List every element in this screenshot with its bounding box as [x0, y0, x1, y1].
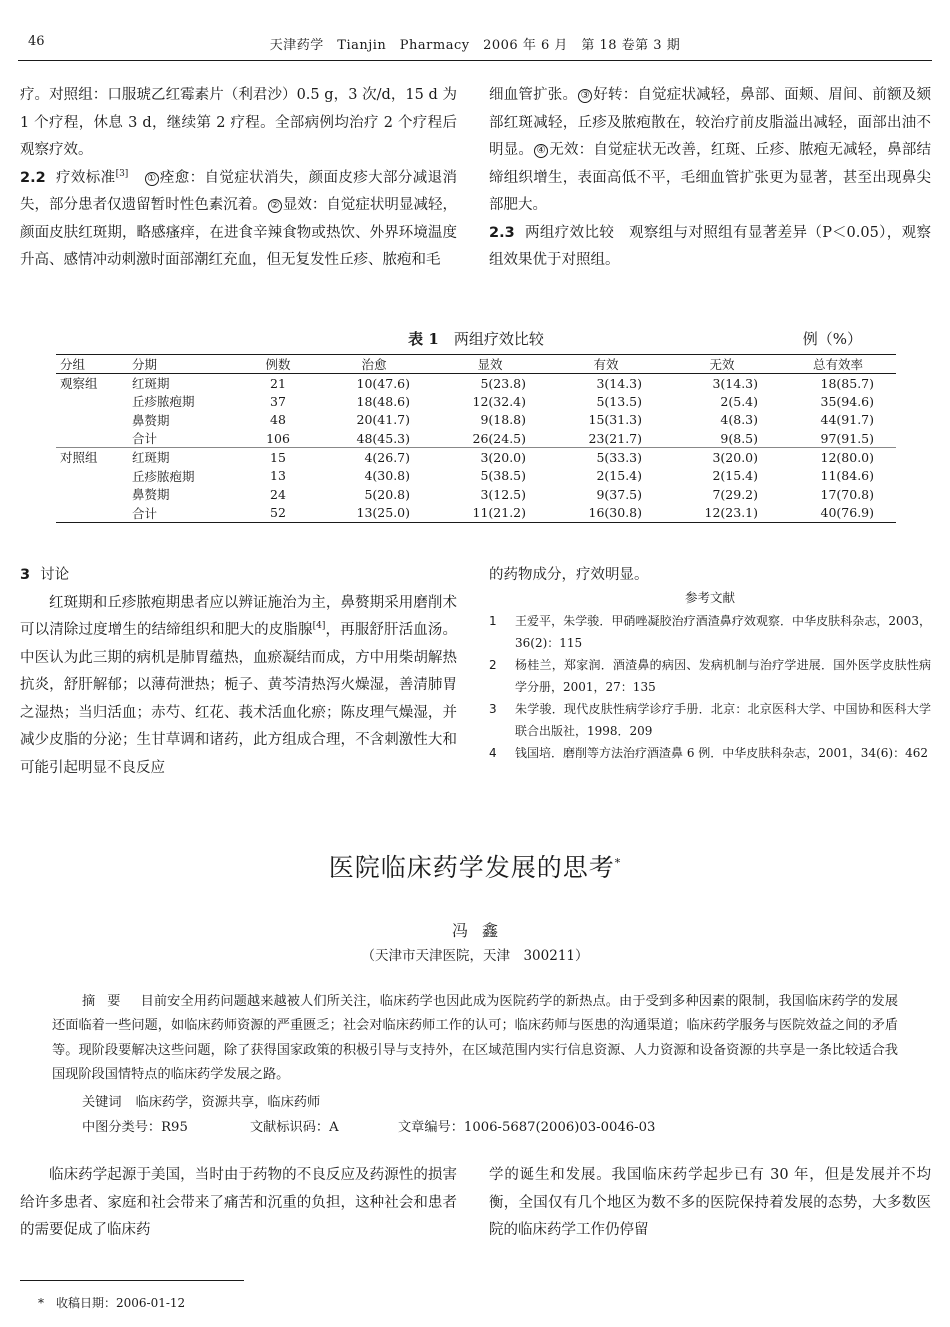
table-cell: 12(23.1)	[704, 505, 758, 521]
table-cell: 2(15.4)	[712, 468, 758, 484]
discussion-heading	[20, 562, 457, 590]
table-cell: 鼻赘期	[132, 412, 170, 428]
reference-item	[489, 742, 931, 764]
running-head: 天津药学 Tianjin Pharmacy 2006 年 6 月 第 18 卷第 3 期	[269, 38, 681, 53]
table-cell: 3(20.0)	[712, 449, 758, 465]
table-cell: 5(23.8)	[480, 375, 526, 391]
table-cell: 3(14.3)	[596, 375, 642, 391]
article-title-text: 医院临床药学发展的思考	[328, 853, 615, 882]
table-cell: 23(21.7)	[548, 429, 664, 448]
table-caption	[20, 328, 932, 352]
table-cell: 21	[270, 375, 286, 391]
received-date: 收稿日期：2006-01-12	[56, 1296, 186, 1310]
table-cell: 48(45.3)	[316, 429, 432, 448]
circled-number: ④	[534, 144, 548, 158]
table-cell: 12(80.0)	[820, 449, 874, 465]
article-body-right: 学的诞生和发展。我国临床药学起步已有 30 年，但是发展并不均衡，全国仅有几个地区为数不多的医院保持着发展的态势，大多数医院的临床药学工作仍停留	[489, 1167, 931, 1238]
table-cell: 15	[270, 449, 286, 465]
treatment-paragraph: 疗。对照组：口服琥乙红霉素片（利君沙）0.5 g，3 次/d，15 d 为 1 个疗程，休息 3 d，继续第 2 疗程。全部病例均治疗 2 个疗程后观察疗效。	[20, 87, 457, 158]
section-title: 讨论	[40, 567, 70, 583]
abstract-label: 摘要	[82, 994, 133, 1009]
discussion-paragraph	[20, 590, 457, 783]
table-row	[56, 448, 896, 467]
reference-number: 3	[489, 702, 497, 716]
table-cell	[56, 411, 128, 430]
table-cell: 对照组	[60, 450, 98, 466]
table-row	[56, 411, 896, 430]
table-cell: 2(5.4)	[720, 393, 758, 409]
table-cell: 35(94.6)	[820, 393, 874, 409]
reference-number: 1	[489, 614, 497, 628]
table-unit: 例（%）	[802, 330, 862, 348]
table-cell: 红斑期	[132, 376, 170, 392]
table-caption-main	[20, 328, 932, 349]
abstract-text: 目前安全用药问题越来越被人们所关注，临床药学也因此成为医院药学的新热点。由于受到多种因素的限制，我国临床药学的发展还面临着一些问题，如临床药师资源的严重匮乏；社会对临床药师工作的认可；临床药师与医患的沟通渠道；临床药学服务与医院效益之间的矛盾等。现阶段要解决这些问题，除了获得国家政策的积极引导与支持外，在区域范围内实行信息资源、人力资源和设备资源的共享是一条比较适合我国现阶段国情特点的临床药学发展之路。	[52, 994, 899, 1083]
discussion-section	[20, 562, 457, 782]
references-list	[489, 610, 931, 764]
section-number: 3	[20, 567, 31, 583]
table-cell: 40(76.9)	[820, 505, 874, 521]
table-cell: 丘疹脓疱期	[132, 468, 195, 484]
table-cell: 17(70.8)	[820, 486, 874, 502]
table-cell: 18(85.7)	[820, 375, 874, 391]
abstract	[52, 990, 898, 1088]
table-cell: 97(91.5)	[780, 429, 896, 448]
table-cell: 24	[270, 486, 286, 502]
page-number: 46	[28, 34, 45, 49]
footnote-mark: *	[38, 1296, 44, 1310]
table-cell: 3(14.3)	[712, 375, 758, 391]
reference-text: 王爱平，朱学骏．甲硝唑凝胶治疗酒渣鼻疗效观察．中华皮肤科杂志，2003，36(2)：115	[515, 614, 931, 650]
keywords-text: 临床药学，资源共享，临床药师	[135, 1095, 321, 1110]
table-body	[56, 374, 896, 523]
criteria-cure: 痊愈：自觉症状消失，颜面皮疹大部分减退消失，部分患者仅遗留暂时性色素沉着。	[20, 169, 458, 213]
section-2-3	[489, 220, 931, 275]
table-cell: 52	[270, 505, 286, 521]
table-cell: 106	[240, 429, 316, 448]
circled-number: ②	[268, 199, 282, 213]
table-row	[56, 429, 896, 448]
table-cell: 红斑期	[132, 450, 170, 466]
table-row	[56, 466, 896, 485]
table-cell: 9(8.5)	[664, 429, 780, 448]
reference-text: 杨桂兰，郑家润．酒渣鼻的病因、发病机制与治疗学进展．国外医学皮肤性病学分册，2001，27：135	[515, 658, 931, 694]
table-cell: 13	[270, 468, 286, 484]
table-cell: 3(20.0)	[480, 449, 526, 465]
table-cell: 观察组	[60, 376, 98, 392]
table-cell: 丘疹脓疱期	[132, 394, 195, 410]
article-author: 冯鑫	[451, 921, 512, 940]
criteria-none: 无效：自觉症状无改善，红斑、丘疹、脓疱无减轻，鼻部结缔组织增生，表面高低不平，毛细血管扩张更为显著，甚至出现鼻尖部肥大。	[489, 142, 932, 213]
table-cell: 48	[270, 412, 286, 428]
table-cell	[56, 429, 128, 448]
table-cell	[56, 485, 128, 504]
table-cell: 16(30.8)	[588, 505, 642, 521]
discussion-text: 红斑期和丘疹脓疱期患者应以辨证施治为主，鼻赘期采用磨削术可以清除过度增生的结缔组织和肥大的皮脂腺	[20, 594, 457, 638]
table-cell: 3(12.5)	[480, 486, 526, 502]
keywords-label: 关键词	[82, 1095, 122, 1110]
discussion-tail: 的药物成分，疗效明显。	[489, 567, 649, 583]
table-cell: 5(13.5)	[596, 393, 642, 409]
table-row	[56, 392, 896, 411]
table-cell: 5(33.3)	[596, 449, 642, 465]
header-cell: 有效	[593, 357, 619, 372]
section-2-2	[20, 165, 457, 275]
citation: [4]	[312, 621, 326, 632]
table-cell: 9(18.8)	[480, 412, 526, 428]
section-number: 2.2	[20, 169, 46, 186]
table-cell: 5(20.8)	[364, 486, 410, 502]
reference-number: 2	[489, 658, 497, 672]
right-column-top	[489, 82, 931, 275]
table-row	[56, 374, 896, 393]
reference-text: 钱国培．磨削等方法治疗酒渣鼻 6 例．中华皮肤科杂志，2001，34(6)：462	[515, 746, 928, 760]
reference-item	[489, 654, 931, 698]
header-cell: 例数	[265, 357, 291, 372]
table-row	[56, 504, 896, 523]
table-cell: 26(24.5)	[432, 429, 548, 448]
circled-number: ③	[578, 89, 592, 103]
table-cell: 11(21.2)	[472, 505, 526, 521]
table-header-row	[56, 355, 896, 374]
article-affiliation: （天津市天津医院，天津 300211）	[361, 948, 589, 964]
header-cell: 显效	[477, 357, 503, 372]
table-cell: 18(48.6)	[356, 393, 410, 409]
header-rule	[18, 60, 932, 61]
clc-number: 中图分类号：R95	[82, 1120, 188, 1135]
header-cell: 总有效率	[812, 357, 863, 372]
table-cell: 11(84.6)	[820, 468, 874, 484]
criteria-better: 好转：自觉症状减轻，鼻部、面颊、眉间、前额及颏部红斑减轻，丘疹及脓疱散在，较治疗前皮脂溢出减轻，面部出油不明显。	[489, 87, 932, 158]
section-number: 2.3	[489, 224, 515, 241]
header-cell: 治愈	[361, 357, 387, 372]
table-cell: 2(15.4)	[596, 468, 642, 484]
efficacy-table	[56, 354, 896, 523]
article-number: 文章编号：1006-5687(2006)03-0046-03	[398, 1120, 656, 1135]
footnote-mark: *	[614, 856, 622, 870]
table-row	[56, 485, 896, 504]
header-cell: 分组	[60, 357, 86, 372]
table-cell: 12(32.4)	[472, 393, 526, 409]
header-cell: 无效	[709, 357, 735, 372]
table-cell: 9(37.5)	[596, 486, 642, 502]
reference-number: 4	[489, 746, 497, 760]
table-title: 两组疗效比较	[453, 330, 544, 348]
table-cell: 4(8.3)	[720, 412, 758, 428]
table-cell: 37	[270, 393, 286, 409]
left-column-top	[20, 82, 457, 275]
references-title: 参考文献	[684, 590, 735, 605]
table-cell: 15(31.3)	[588, 412, 642, 428]
table-cell: 13(25.0)	[356, 505, 410, 521]
table-label: 表 1	[408, 330, 439, 348]
reference-item	[489, 610, 931, 654]
section-text: 两组疗效比较 观察组与对照组有显著差异（P＜0.05），观察组效果优于对照组。	[489, 224, 931, 268]
table-cell: 鼻赘期	[132, 487, 170, 503]
section-title: 疗效标准	[55, 169, 116, 186]
criteria-marked: 显效：自觉症状明显减轻，颜面皮肤红斑期，略感瘙痒，在进食辛辣食物或热饮、外界环境温度升高、感情冲动刺激时面部潮红充血，但无复发性丘疹、脓疱和毛	[20, 197, 458, 268]
table-cell	[56, 392, 128, 411]
table-cell	[56, 466, 128, 485]
table-cell: 7(29.2)	[712, 486, 758, 502]
table-cell: 合计	[128, 429, 240, 448]
criteria-tail: 细血管扩张。	[489, 87, 578, 103]
table-cell	[56, 504, 128, 523]
table-cell: 20(41.7)	[356, 412, 410, 428]
reference-item	[489, 698, 931, 742]
table-cell: 44(91.7)	[820, 412, 874, 428]
article-body-left: 临床药学起源于美国，当时由于药物的不良反应及药源性的损害给许多患者、家庭和社会带来了痛苦和沉重的负担，这种社会和患者的需要促成了临床药	[20, 1167, 457, 1238]
footnote	[38, 1294, 185, 1311]
article-title	[0, 848, 950, 884]
discussion-text: ，再服舒肝活血汤。中医认为此三期的病机是肺胃蕴热，血瘀凝结而成，方中用柴胡解热抗炎，舒肝解郁；以薄荷泄热；栀子、黄芩清热泻火燥湿，善清肺胃之湿热；当归活血；赤芍、红花、莪术活血化瘀；陈皮理气燥湿，并减少皮脂的分泌；生甘草调和诸药，此方组成合理，不含刺激性大和可能引起明显不良反应	[20, 622, 458, 776]
circled-number: ①	[145, 172, 159, 186]
table-cell: 5(38.5)	[480, 468, 526, 484]
table-cell: 4(30.8)	[364, 468, 410, 484]
header-cell: 分期	[132, 357, 158, 372]
table-cell: 合计	[132, 505, 158, 521]
citation: [3]	[115, 168, 129, 179]
keywords	[82, 1091, 320, 1110]
table-cell: 4(26.7)	[364, 449, 410, 465]
footnote-rule	[20, 1280, 244, 1281]
reference-text: 朱学骏．现代皮肤性病学诊疗手册．北京：北京医科大学、中国协和医科大学联合出版社，1998．209	[515, 702, 931, 738]
table-cell: 10(47.6)	[356, 375, 410, 391]
document-code: 文献标识码：A	[250, 1120, 339, 1135]
criteria-continued	[489, 82, 931, 220]
